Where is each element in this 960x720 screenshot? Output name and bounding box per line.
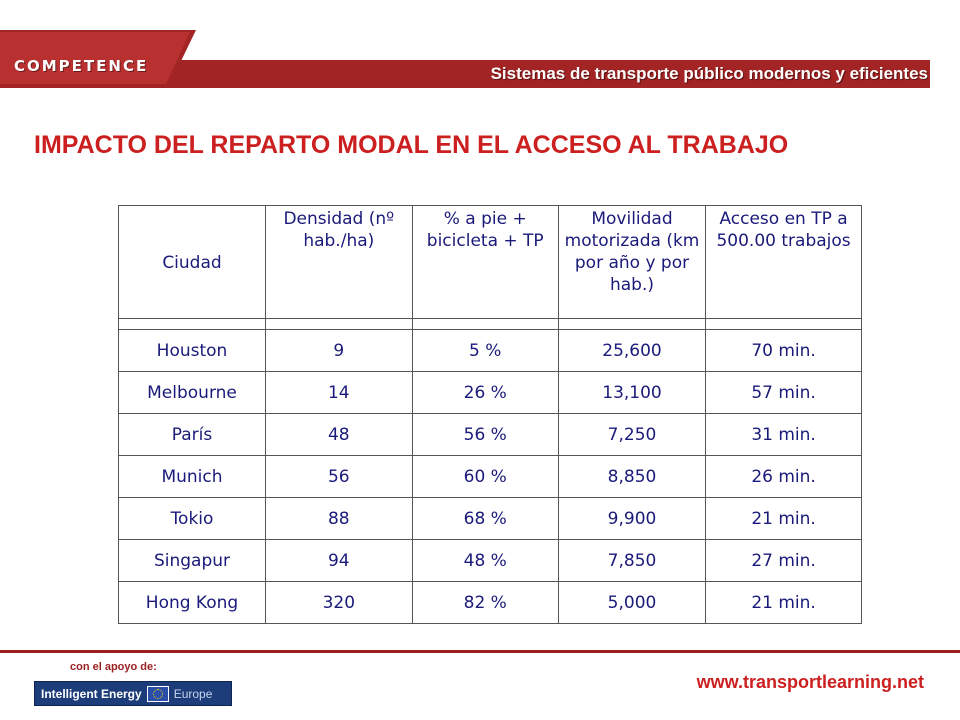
cell-city: París [119, 414, 266, 456]
website-link[interactable]: www.transportlearning.net [696, 672, 924, 692]
cell-access: 57 min. [706, 372, 862, 414]
cell-mobility: 25,600 [558, 330, 705, 372]
table-row [119, 582, 862, 624]
support-label: con el apoyo de: [70, 661, 157, 673]
cell-share: 48 % [412, 540, 558, 582]
cell-mobility: 13,100 [558, 372, 705, 414]
cell-mobility: 7,850 [558, 540, 705, 582]
cell-city: Melbourne [119, 372, 266, 414]
header-ciudad: Ciudad [119, 206, 266, 319]
cell-mobility: 7,250 [558, 414, 705, 456]
table-row [119, 498, 862, 540]
cell-density: 9 [266, 330, 413, 372]
header-densidad: Densidad (nº hab./ha) [266, 206, 413, 319]
table-row [119, 372, 862, 414]
cell-share: 56 % [412, 414, 558, 456]
ie-logo-sub: Europe [173, 686, 213, 701]
slide-title: IMPACTO DEL REPARTO MODAL EN EL ACCESO AL TRABAJO [34, 131, 789, 159]
cell-density: 320 [266, 582, 413, 624]
header-subtitle: Sistemas de transporte público modernos y eficientes [490, 64, 928, 83]
cell-access: 31 min. [706, 414, 862, 456]
cell-share: 5 % [412, 330, 558, 372]
cell-density: 94 [266, 540, 413, 582]
cell-density: 88 [266, 498, 413, 540]
cell-density: 56 [266, 456, 413, 498]
intelligent-energy-logo [34, 681, 232, 706]
table-row [119, 414, 862, 456]
eu-flag-icon [147, 686, 169, 702]
header-movilidad: Movilidad motorizada (km por año y por hab.) [558, 206, 705, 319]
cell-share: 68 % [412, 498, 558, 540]
cell-access: 70 min. [706, 330, 862, 372]
table-spacer [119, 319, 862, 330]
footer-divider [0, 650, 960, 653]
cell-density: 14 [266, 372, 413, 414]
ie-logo-text: Intelligent Energy [41, 686, 142, 701]
cell-density: 48 [266, 414, 413, 456]
cell-access: 21 min. [706, 582, 862, 624]
header-modo: % a pie + bicicleta + TP [412, 206, 558, 319]
cell-mobility: 5,000 [558, 582, 705, 624]
cell-city: Munich [119, 456, 266, 498]
cell-mobility: 9,900 [558, 498, 705, 540]
cell-city: Singapur [119, 540, 266, 582]
header-acceso: Acceso en TP a 500.00 trabajos [706, 206, 862, 319]
cell-share: 82 % [412, 582, 558, 624]
cell-city: Hong Kong [119, 582, 266, 624]
cell-access: 21 min. [706, 498, 862, 540]
cell-access: 27 min. [706, 540, 862, 582]
cell-access: 26 min. [706, 456, 862, 498]
cell-city: Houston [119, 330, 266, 372]
cell-mobility: 8,850 [558, 456, 705, 498]
table-header-row [119, 206, 862, 319]
table-row [119, 330, 862, 372]
data-table [118, 205, 862, 624]
cell-share: 60 % [412, 456, 558, 498]
table-row [119, 456, 862, 498]
competence-logo: COMPETENCE [14, 57, 149, 75]
table-row [119, 540, 862, 582]
cell-share: 26 % [412, 372, 558, 414]
cell-city: Tokio [119, 498, 266, 540]
